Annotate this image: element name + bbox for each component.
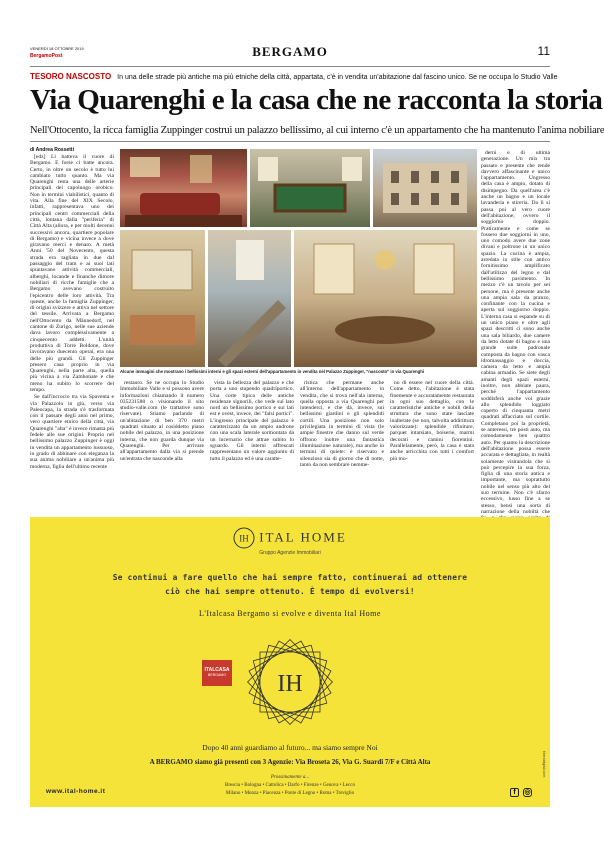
ad-tagline-1: Se continui a fare quello che hai sempre fatto, continuerai ad ottenere <box>112 573 468 582</box>
billiard-room-illustration <box>250 149 370 227</box>
ad-website-link[interactable]: www.ital-home.it <box>46 788 106 795</box>
ad-tagline-2: ciò che hai sempre ottenuto. È tempo di evolversi! <box>165 587 415 596</box>
article-column-3 <box>210 380 294 500</box>
photo-staircase <box>208 230 291 367</box>
header-rule <box>30 66 550 67</box>
ad-since-line: Dopo 40 anni guardiamo al futuro... ma siamo sempre Noi <box>202 743 378 752</box>
article-headline: Via Quarenghi e la casa che ne racconta la storia <box>30 84 603 116</box>
article-subheadline: Nell'Ottocento, la ricca famiglia Zuppinger costruì un palazzo bellissimo, al cui interno c'è un appartamento che ha mantenuto l'anima nobiliare <box>30 125 604 136</box>
column-6-text: derni e di ultima generazione. Un mix tra passato e presente che rende davvero affascinante e unico l'appartamento. Ungresso della casa è ampio, dotato di disimpegno. Da quell'area c'è anche un bagno e un locale lavanderia e stireria. Da lì si passa poi al vero cuore dell'abitazione, ovvero il soggiorno doppio. Praticamente e come se fossero due soggiorni in uno, uno comodo avere due zone divani e poltrone in un unico spazio. La cucina è ampia, arredata in stile con antico fornitissimo amplificato dall'utilizzo del legno e dal bellissimo pavimento. In mezzo c'è un tavolo per sei persone, ma è presente anche una ampia sala da pranzo, confinante con la cucina e aperta sul soggiorno doppio. L'interna casa si espande su di un unico piano e oltre agli spazi descritti ci sono anche una sala biliardo, due camere da letto dotate di bagno e una grande suite padronale composta da bagno con vasca idromassaggio e doccia, camera da letto e ampia cabina armadio. Se siete degli amanti degli spazi esterni, inoltre, non abbiate paura, perché l'appartamento soddisferà anche voi grazie allo splendido loggiato coperto di cinquanta metri quadrati affacciato sul cortile. Completano poi la proprietà, se anteressi, tre posti auto, ma comodamente ben quattro auto. Per quanto la descrizione dell'abitazione possa essere accurata e dettagliata, in realtà solamente visitandola che si può percepire la sua forza, figlia di una storia antica e importante, ma soprattutto nobile nel senso più alto del suo termine. Non c'è sfarzo eccessivo, lusso fine a se stesso, bensì una sorta di narrazione della nobiltà che <box>481 150 550 515</box>
article-column-6 <box>481 150 550 515</box>
ad-logo <box>30 527 550 556</box>
badge-title: ITALCASA <box>204 667 230 673</box>
photo-courtyard <box>373 149 477 227</box>
living-room-illustration <box>120 149 247 227</box>
facebook-icon[interactable]: f <box>510 788 519 797</box>
ital-home-advertisement[interactable] <box>30 517 550 807</box>
ad-social-links <box>510 788 532 797</box>
column-2-text: restauro. Se ne occupa lo Studio Immobiliare Valle e si possono avere informazioni chiamando il numero 035231588 o visionando il sito studio-valle.com (le trattative sono riservate). Stiamo parlando di un'abitazione di ben 370 metri quadrati situato al cosiddetto piano nobile del palazzo, in una posizione interna, che non guarda dunque via Quarenghi. Per arrivare all'appartamento dalla via si prende un'entrata che nasconde alla <box>120 380 204 462</box>
ad-credit: tiberiodigital.com <box>542 750 546 777</box>
article-column-4 <box>300 380 384 500</box>
page-number: 11 <box>537 44 550 58</box>
ad-coming-soon: Prossimamente a... <box>270 775 310 780</box>
bedroom-illustration <box>120 230 205 367</box>
column-1-text: [edz] Li batteva il cuore di Bergamo. E forse ci batte ancora. Certo, in oltre un secolo è tutto lui cambiato tutto quanto. Ma via Quarenghi resta una delle arterie principali del capoluogo orobico. Non in termini viabilistici, quanto di vita. Alla fine del XIX Secolo, infatti, rappresentava uno dei principali centri commerciali della città, lontana dalla "periferia" di Città Alta (allora, e per molti decenni successivi ancora, quartiere popolare di Bergamo) e vicina invece a dove giravano merci e denaro. A metà Anni '50 del Novecento, questa strada era tagliata in due dal passaggio del tram e ai suoi lati spuntavano attività commerciali, alberghi, locande e finanche dimore nobiliari di ricche famiglie che a Bergamo avevano costruito l'epicentro delle loro attività. Tra queste, anche la famiglia Zuppinger, di origini svizzere e attiva nel settore del tessile. Arrivata a Bergamo nell'Ottocento da Männedorf, nel cantone di Zurigo, nelle sue aziende dava lavoro complessivamente a cinquecento addetti. L'unità produttiva di Torre Boldone, dove lavoravano duecento operai, era una delle più grandi. Gli Zuppinger presero casa proprio in via Quarenghi, nella parte alta, quella più vicina a via Zambonate e che meno ha subìto lo scorrere del tempo. <box>30 154 114 393</box>
italcasa-badge <box>202 660 232 686</box>
column-3-text: vista la bellezza del palazzo e che porta a uno stupendo quadriportico. Una corte tipica delle antiche residenze signorili, che vede sul lato nord un bellissimo portico e sui lati est e ovest, invece, dei "falsi portici". L'ingresso principale del palazzo è caratterizzato da un ampio androne con una scala laterale sormontata da un lucernario che attrae subito lo sguardo. Gli interni affrescati rappresentano un valore aggiunto di tutto il palazzo ed è una caratte- <box>210 380 294 462</box>
logo-mark-icon <box>233 527 255 549</box>
staircase-illustration <box>208 230 291 367</box>
photo-dining-room <box>294 230 477 367</box>
courtyard-illustration <box>373 149 477 227</box>
photo-bedroom <box>120 230 205 367</box>
logo-mark-letters: IH <box>239 533 249 544</box>
article-column-2 <box>120 380 204 500</box>
ad-emblem <box>235 627 345 737</box>
article-column-5 <box>390 380 474 500</box>
newspaper-brand[interactable]: BergamoPost <box>30 53 63 59</box>
logo-subtitle: Gruppo Agenzie Immobiliari <box>259 550 321 556</box>
emblem-letters: IH <box>277 671 303 697</box>
subhead-rule <box>30 141 550 142</box>
dining-room-illustration <box>294 230 477 367</box>
article-kicker <box>30 72 558 81</box>
ad-cities-1: Brescia • Bologna • Cattolica • Darfo • Firenze • Genova • Lecco <box>225 783 355 788</box>
logo-text: ITAL HOME <box>259 529 347 545</box>
photo-billiard-room <box>250 149 370 227</box>
column-1-text-b: Se dall'incrocio tra via Spaventa e via Palazzolo in giù, verso via Paleocapa, la strada s'è trasformata con il passare degli anni nel primo, vero quartiere etnico della città, via Quarenghi "alta" è invece rimasta più fedele alle sue origini. Proprio nel bellissimo palazzo Zuppinger è oggi in vendita un appartamento lussuoso, in grado di abbinare con eleganza la sua anima nobiliare a un'anima più moderna, figlia dell'ultimo recente <box>30 394 114 470</box>
photo-caption: Alcune immagini che mostrano i bellissimi interni e gli spazi esterni dell'appartamento in vendita nel Palazzo Zuppinger, "nascosto" in via Quarenghi <box>120 369 425 374</box>
issue-date: VENERDÌ 18 OTTOBRE 2019 <box>30 46 84 51</box>
ad-evolve-line: L'Italcasa Bergamo si evolve e diventa Ital Home <box>199 609 381 618</box>
ad-cities-2: Milano • Monza • Piacenza • Ponte di Legno • Roma • Treviglio <box>225 791 355 796</box>
column-4-text: ristica che permane anche all'interno dell'appartamento in vendita, che si trova nell'ala interna, quella opposta a via Quarenghi per intenderci, e che dà, invece, sui bellissimi giardini e gli splendidi cortili. Una posizione non solo privilegiata in termini di vista (le ampie finestre che danno sul verde offrono inoltre una fantastica illuminazione naturale), ma anche in termini di quiete: è riservato e silenzioso sia di giorno che di notte, tanto da non sembrare nemme- <box>300 380 384 468</box>
instagram-icon[interactable]: ◎ <box>524 789 531 796</box>
section-title: BERGAMO <box>252 44 328 59</box>
column-5-text: no di essere nel cuore della città. Come detto, l'abitazione è stata finemente e accuratamente restaurata in ogni suo dettaglio, con le caratteristiche antiche e nobili della struttura che sono state lasciate inalterate (se non, talvolta addirittura valorizzate): splendide rifiniture, parquet intarsiato, boiserie, marmi decorati e camini fiorentini. Parallelamente, però, la casa è stata anche arricchita con tutti i comfort più mo- <box>390 380 474 462</box>
photo-collage <box>120 149 477 367</box>
ad-address-line: A BERGAMO siamo già presenti con 3 Agenzie: Via Broseta 26, Via G. Suardi 7/F e Città Alta <box>149 758 431 766</box>
page-header <box>30 44 550 66</box>
article-column-1 <box>30 154 114 500</box>
kicker-text: In una delle strade più antiche ma più etniche della città, appartata, c'è in vendita un'abitazione dal fascino unico. Se ne occupa lo Studio Valle <box>117 74 558 81</box>
badge-subtitle: BERGAMO <box>208 673 226 677</box>
byline: di Andrea Rossetti <box>30 147 74 153</box>
photo-living-room <box>120 149 247 227</box>
kicker-label: TESORO NASCOSTO <box>30 72 112 81</box>
